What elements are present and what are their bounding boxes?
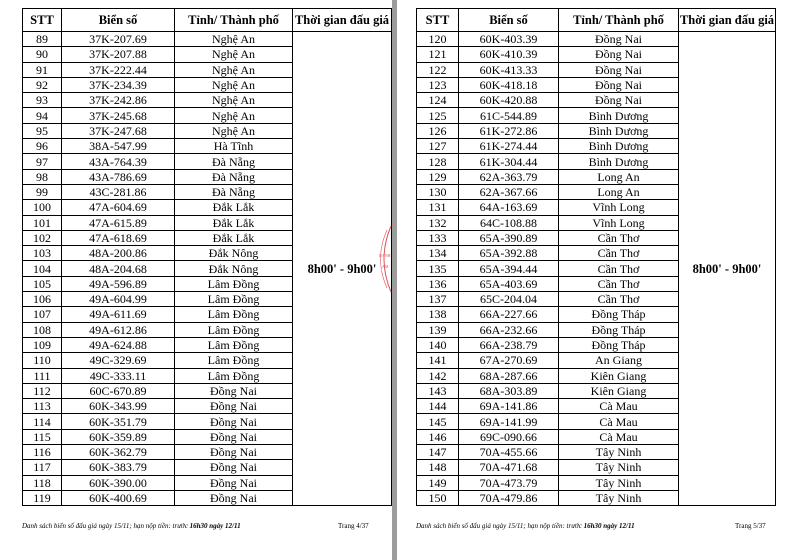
cell-plate: 70A-455.66 bbox=[459, 445, 559, 460]
cell-plate: 49A-624.88 bbox=[62, 337, 175, 352]
table-header-row bbox=[417, 9, 776, 32]
cell-stt: 117 bbox=[23, 460, 62, 475]
cell-stt: 136 bbox=[417, 276, 459, 291]
cell-stt: 120 bbox=[417, 32, 459, 47]
cell-plate: 43C-281.86 bbox=[62, 184, 175, 199]
cell-stt: 103 bbox=[23, 246, 62, 261]
cell-stt: 95 bbox=[23, 123, 62, 138]
cell-province: Đắk Nông bbox=[175, 261, 293, 276]
cell-stt: 125 bbox=[417, 108, 459, 123]
cell-plate: 69C-090.66 bbox=[459, 429, 559, 444]
cell-province: Đồng Nai bbox=[175, 460, 293, 475]
cell-province: Lâm Đồng bbox=[175, 337, 293, 352]
cell-stt: 102 bbox=[23, 230, 62, 245]
cell-province: Cần Thơ bbox=[559, 292, 679, 307]
cell-plate: 68A-303.89 bbox=[459, 383, 559, 398]
cell-province: Tây Ninh bbox=[559, 460, 679, 475]
cell-province: Đà Nẵng bbox=[175, 154, 293, 169]
cell-province: Đồng Nai bbox=[175, 475, 293, 490]
cell-stt: 144 bbox=[417, 399, 459, 414]
header-time: Thời gian đấu giá bbox=[293, 9, 392, 32]
cell-stt: 116 bbox=[23, 445, 62, 460]
cell-province: Đồng Tháp bbox=[559, 322, 679, 337]
cell-plate: 61K-304.44 bbox=[459, 154, 559, 169]
cell-plate: 66A-238.79 bbox=[459, 337, 559, 352]
plate-table bbox=[416, 8, 776, 506]
cell-stt: 124 bbox=[417, 93, 459, 108]
cell-stt: 122 bbox=[417, 62, 459, 77]
cell-province: Cà Mau bbox=[559, 429, 679, 444]
auction-time-cell: 8h00' - 9h00' bbox=[293, 32, 392, 506]
cell-stt: 134 bbox=[417, 246, 459, 261]
cell-plate: 61K-274.44 bbox=[459, 139, 559, 154]
cell-stt: 139 bbox=[417, 322, 459, 337]
cell-province: Lâm Đồng bbox=[175, 307, 293, 322]
stamp-text-1: DANH bbox=[379, 253, 391, 258]
cell-stt: 113 bbox=[23, 399, 62, 414]
cell-plate: 69A-141.86 bbox=[459, 399, 559, 414]
cell-province: Đắk Lắk bbox=[175, 215, 293, 230]
cell-plate: 60K-418.18 bbox=[459, 77, 559, 92]
cell-province: Tây Ninh bbox=[559, 445, 679, 460]
cell-province: Bình Dương bbox=[559, 154, 679, 169]
cell-province: Bình Dương bbox=[559, 108, 679, 123]
cell-province: Nghệ An bbox=[175, 32, 293, 47]
cell-plate: 37K-207.88 bbox=[62, 47, 175, 62]
cell-plate: 43A-786.69 bbox=[62, 169, 175, 184]
auction-time-cell: 8h00' - 9h00' bbox=[679, 32, 776, 506]
footer-deadline: 16h30 ngày 12/11 bbox=[583, 522, 635, 530]
header-time: Thời gian đấu giá bbox=[679, 9, 776, 32]
cell-province: Nghệ An bbox=[175, 123, 293, 138]
cell-province: Cà Mau bbox=[559, 414, 679, 429]
cell-plate: 61K-272.86 bbox=[459, 123, 559, 138]
cell-province: Lâm Đồng bbox=[175, 292, 293, 307]
cell-plate: 47A-615.89 bbox=[62, 215, 175, 230]
cell-stt: 131 bbox=[417, 200, 459, 215]
table-header-row bbox=[23, 9, 392, 32]
cell-plate: 60C-670.89 bbox=[62, 383, 175, 398]
cell-province: Lâm Đồng bbox=[175, 276, 293, 291]
cell-stt: 129 bbox=[417, 169, 459, 184]
cell-plate: 37K-242.86 bbox=[62, 93, 175, 108]
cell-stt: 108 bbox=[23, 322, 62, 337]
cell-province: Tây Ninh bbox=[559, 490, 679, 505]
cell-plate: 70A-479.86 bbox=[459, 490, 559, 505]
cell-province: Đồng Nai bbox=[559, 93, 679, 108]
cell-plate: 60K-383.79 bbox=[62, 460, 175, 475]
cell-plate: 61C-544.89 bbox=[459, 108, 559, 123]
cell-stt: 93 bbox=[23, 93, 62, 108]
cell-stt: 112 bbox=[23, 383, 62, 398]
cell-province: Lâm Đồng bbox=[175, 353, 293, 368]
cell-plate: 49A-596.89 bbox=[62, 276, 175, 291]
plate-table bbox=[22, 8, 392, 506]
cell-province: Cần Thơ bbox=[559, 261, 679, 276]
cell-province: Đà Nẵng bbox=[175, 169, 293, 184]
cell-province: Kiên Giang bbox=[559, 368, 679, 383]
document-page-left bbox=[0, 0, 392, 560]
footer-text: Danh sách biển số đấu giá ngày 15/11; hạn nộp tiền: trước bbox=[22, 522, 190, 530]
cell-province: Nghệ An bbox=[175, 47, 293, 62]
header-province: Tỉnh/ Thành phố bbox=[559, 9, 679, 32]
cell-plate: 70A-473.79 bbox=[459, 475, 559, 490]
stamp-text-2: AM bbox=[382, 264, 389, 269]
cell-stt: 127 bbox=[417, 139, 459, 154]
cell-stt: 89 bbox=[23, 32, 62, 47]
cell-province: Đồng Nai bbox=[175, 445, 293, 460]
cell-plate: 65C-204.04 bbox=[459, 292, 559, 307]
cell-province: Lâm Đồng bbox=[175, 322, 293, 337]
cell-stt: 109 bbox=[23, 337, 62, 352]
cell-province: Đắk Lắk bbox=[175, 200, 293, 215]
cell-stt: 126 bbox=[417, 123, 459, 138]
header-province: Tỉnh/ Thành phố bbox=[175, 9, 293, 32]
cell-stt: 137 bbox=[417, 292, 459, 307]
cell-plate: 65A-392.88 bbox=[459, 246, 559, 261]
cell-plate: 64A-163.69 bbox=[459, 200, 559, 215]
cell-province: Kiên Giang bbox=[559, 383, 679, 398]
page-footer-note bbox=[22, 522, 241, 530]
cell-plate: 37K-207.69 bbox=[62, 32, 175, 47]
cell-province: Nghệ An bbox=[175, 108, 293, 123]
cell-stt: 111 bbox=[23, 368, 62, 383]
cell-plate: 48A-200.86 bbox=[62, 246, 175, 261]
cell-province: Hà Tĩnh bbox=[175, 139, 293, 154]
cell-plate: 38A-547.99 bbox=[62, 139, 175, 154]
cell-stt: 101 bbox=[23, 215, 62, 230]
cell-plate: 37K-234.39 bbox=[62, 77, 175, 92]
cell-stt: 130 bbox=[417, 184, 459, 199]
cell-province: Long An bbox=[559, 169, 679, 184]
table-row bbox=[23, 32, 392, 47]
cell-stt: 123 bbox=[417, 77, 459, 92]
cell-stt: 90 bbox=[23, 47, 62, 62]
cell-province: Đồng Nai bbox=[559, 62, 679, 77]
cell-plate: 60K-413.33 bbox=[459, 62, 559, 77]
cell-plate: 60K-343.99 bbox=[62, 399, 175, 414]
red-seal-stamp bbox=[373, 224, 395, 294]
cell-stt: 94 bbox=[23, 108, 62, 123]
cell-stt: 148 bbox=[417, 460, 459, 475]
cell-plate: 60K-362.79 bbox=[62, 445, 175, 460]
cell-province: Bình Dương bbox=[559, 139, 679, 154]
cell-plate: 66A-227.66 bbox=[459, 307, 559, 322]
cell-plate: 60K-420.88 bbox=[459, 93, 559, 108]
cell-province: Đồng Tháp bbox=[559, 307, 679, 322]
cell-plate: 43A-764.39 bbox=[62, 154, 175, 169]
cell-plate: 68A-287.66 bbox=[459, 368, 559, 383]
cell-plate: 60K-410.39 bbox=[459, 47, 559, 62]
cell-stt: 147 bbox=[417, 445, 459, 460]
cell-plate: 37K-222.44 bbox=[62, 62, 175, 77]
cell-province: Bình Dương bbox=[559, 123, 679, 138]
cell-province: Cần Thơ bbox=[559, 230, 679, 245]
cell-province: Nghệ An bbox=[175, 93, 293, 108]
cell-stt: 142 bbox=[417, 368, 459, 383]
cell-stt: 128 bbox=[417, 154, 459, 169]
cell-plate: 37K-247.68 bbox=[62, 123, 175, 138]
cell-plate: 62A-367.66 bbox=[459, 184, 559, 199]
cell-plate: 60K-400.69 bbox=[62, 490, 175, 505]
cell-plate: 49A-611.69 bbox=[62, 307, 175, 322]
cell-stt: 115 bbox=[23, 429, 62, 444]
cell-plate: 67A-270.69 bbox=[459, 353, 559, 368]
cell-stt: 132 bbox=[417, 215, 459, 230]
cell-stt: 149 bbox=[417, 475, 459, 490]
document-page-right bbox=[397, 0, 790, 560]
cell-province: Đồng Nai bbox=[175, 399, 293, 414]
page-number: Trang 4/37 bbox=[338, 522, 369, 530]
cell-province: Đắk Lắk bbox=[175, 230, 293, 245]
cell-province: Cần Thơ bbox=[559, 276, 679, 291]
cell-province: An Giang bbox=[559, 353, 679, 368]
cell-plate: 65A-394.44 bbox=[459, 261, 559, 276]
cell-stt: 146 bbox=[417, 429, 459, 444]
page-number: Trang 5/37 bbox=[735, 522, 766, 530]
header-plate: Biển số bbox=[459, 9, 559, 32]
cell-plate: 47A-618.69 bbox=[62, 230, 175, 245]
cell-plate: 65A-403.69 bbox=[459, 276, 559, 291]
cell-stt: 91 bbox=[23, 62, 62, 77]
cell-province: Đồng Nai bbox=[175, 490, 293, 505]
cell-stt: 98 bbox=[23, 169, 62, 184]
cell-plate: 64C-108.88 bbox=[459, 215, 559, 230]
cell-stt: 96 bbox=[23, 139, 62, 154]
cell-stt: 135 bbox=[417, 261, 459, 276]
cell-province: Lâm Đồng bbox=[175, 368, 293, 383]
page-footer-note bbox=[416, 522, 635, 530]
cell-province: Đắk Nông bbox=[175, 246, 293, 261]
footer-deadline: 16h30 ngày 12/11 bbox=[189, 522, 241, 530]
cell-plate: 70A-471.68 bbox=[459, 460, 559, 475]
cell-plate: 47A-604.69 bbox=[62, 200, 175, 215]
cell-plate: 49C-329.69 bbox=[62, 353, 175, 368]
cell-stt: 106 bbox=[23, 292, 62, 307]
header-plate: Biển số bbox=[62, 9, 175, 32]
footer-text: Danh sách biển số đấu giá ngày 15/11; hạn nộp tiền: trước bbox=[416, 522, 584, 530]
table-row bbox=[417, 32, 776, 47]
cell-stt: 118 bbox=[23, 475, 62, 490]
cell-stt: 141 bbox=[417, 353, 459, 368]
cell-plate: 49A-604.99 bbox=[62, 292, 175, 307]
cell-stt: 110 bbox=[23, 353, 62, 368]
cell-province: Đồng Nai bbox=[559, 77, 679, 92]
cell-plate: 69A-141.99 bbox=[459, 414, 559, 429]
cell-stt: 143 bbox=[417, 383, 459, 398]
cell-stt: 99 bbox=[23, 184, 62, 199]
cell-stt: 119 bbox=[23, 490, 62, 505]
cell-province: Đà Nẵng bbox=[175, 184, 293, 199]
cell-plate: 49C-333.11 bbox=[62, 368, 175, 383]
cell-stt: 100 bbox=[23, 200, 62, 215]
cell-province: Đồng Nai bbox=[175, 429, 293, 444]
cell-province: Đồng Nai bbox=[175, 383, 293, 398]
cell-province: Cà Mau bbox=[559, 399, 679, 414]
cell-stt: 140 bbox=[417, 337, 459, 352]
cell-stt: 150 bbox=[417, 490, 459, 505]
cell-province: Đồng Nai bbox=[559, 47, 679, 62]
header-stt: STT bbox=[417, 9, 459, 32]
cell-plate: 48A-204.68 bbox=[62, 261, 175, 276]
cell-province: Cần Thơ bbox=[559, 246, 679, 261]
cell-province: Đồng Nai bbox=[559, 32, 679, 47]
cell-province: Long An bbox=[559, 184, 679, 199]
cell-province: Tây Ninh bbox=[559, 475, 679, 490]
cell-province: Vĩnh Long bbox=[559, 215, 679, 230]
cell-stt: 104 bbox=[23, 261, 62, 276]
cell-stt: 105 bbox=[23, 276, 62, 291]
cell-plate: 37K-245.68 bbox=[62, 108, 175, 123]
cell-plate: 66A-232.66 bbox=[459, 322, 559, 337]
cell-stt: 133 bbox=[417, 230, 459, 245]
cell-stt: 138 bbox=[417, 307, 459, 322]
cell-plate: 60K-390.00 bbox=[62, 475, 175, 490]
cell-province: Đồng Tháp bbox=[559, 337, 679, 352]
header-stt: STT bbox=[23, 9, 62, 32]
cell-stt: 92 bbox=[23, 77, 62, 92]
cell-plate: 62A-363.79 bbox=[459, 169, 559, 184]
cell-plate: 60K-403.39 bbox=[459, 32, 559, 47]
cell-province: Nghệ An bbox=[175, 62, 293, 77]
cell-stt: 97 bbox=[23, 154, 62, 169]
cell-plate: 65A-390.89 bbox=[459, 230, 559, 245]
cell-province: Vĩnh Long bbox=[559, 200, 679, 215]
cell-province: Nghệ An bbox=[175, 77, 293, 92]
cell-plate: 49A-612.86 bbox=[62, 322, 175, 337]
cell-province: Đồng Nai bbox=[175, 414, 293, 429]
cell-plate: 60K-359.89 bbox=[62, 429, 175, 444]
cell-stt: 114 bbox=[23, 414, 62, 429]
cell-stt: 121 bbox=[417, 47, 459, 62]
cell-stt: 107 bbox=[23, 307, 62, 322]
cell-plate: 60K-351.79 bbox=[62, 414, 175, 429]
cell-stt: 145 bbox=[417, 414, 459, 429]
